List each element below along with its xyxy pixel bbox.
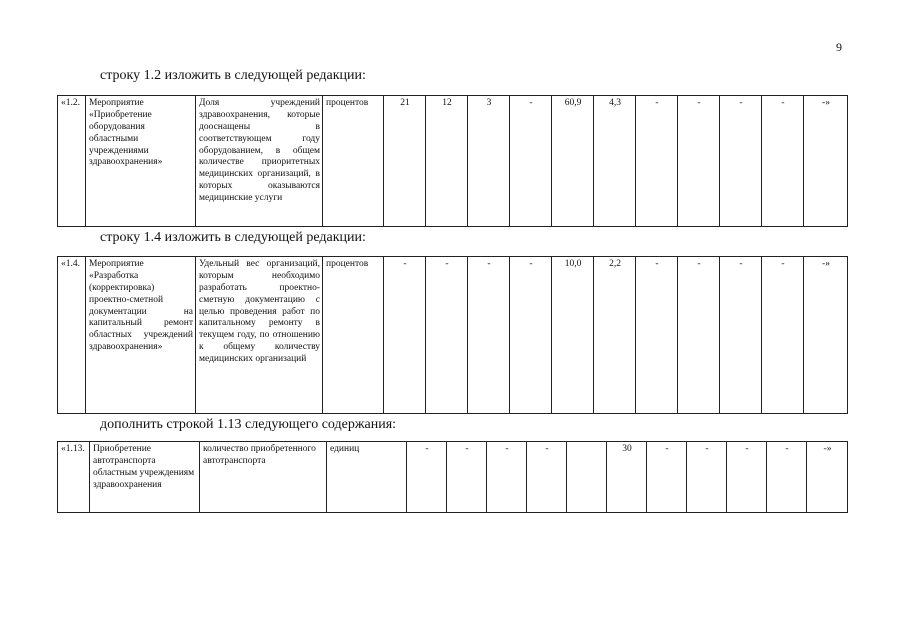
row-indicator: Доля учреждений здравоохранения, которые дооснащены в соответствующем году оборудованием, в общем количестве приоритетных медицинских организаций, в которых оказываются медицинские услуги — [196, 96, 323, 227]
value-cell: 4,3 — [594, 96, 636, 227]
value-cell: - — [510, 257, 552, 414]
value-cell — [567, 442, 607, 513]
value-cell: - — [636, 257, 678, 414]
value-cell: - — [527, 442, 567, 513]
value-cell: 21 — [384, 96, 426, 227]
value-cell: - — [487, 442, 527, 513]
row-code: «1.2. — [58, 96, 86, 227]
value-cell: - — [647, 442, 687, 513]
row-event: Мероприятие «Приобретение оборудования областными учреждениями здравоохранения» — [86, 96, 196, 227]
value-cell: -» — [804, 96, 848, 227]
row-code: «1.13. — [58, 442, 90, 513]
section-heading: дополнить строкой 1.13 следующего содержания: — [100, 417, 397, 432]
row-event: Приобретение автотранспорта областным учреждениям здравоохранения — [90, 442, 200, 513]
row-unit: единиц — [327, 442, 407, 513]
value-cell: - — [447, 442, 487, 513]
value-cell: - — [762, 96, 804, 227]
value-cell: - — [727, 442, 767, 513]
value-cell: - — [510, 96, 552, 227]
value-cell: - — [407, 442, 447, 513]
value-cell: 60,9 — [552, 96, 594, 227]
table-row — [57, 441, 848, 513]
value-cell: - — [767, 442, 807, 513]
value-cell: - — [720, 96, 762, 227]
row-unit: процентов — [323, 257, 384, 414]
value-cell: - — [720, 257, 762, 414]
value-cell: - — [384, 257, 426, 414]
table-row — [57, 95, 848, 227]
value-cell: - — [687, 442, 727, 513]
row-event: Мероприятие «Разработка (корректировка) проектно-сметной документации на капитальный ремонт областных учреждений здравоохранения» — [86, 257, 196, 414]
value-cell: - — [678, 96, 720, 227]
section-heading: строку 1.2 изложить в следующей редакции: — [100, 68, 366, 83]
value-cell: - — [636, 96, 678, 227]
value-cell: 10,0 — [552, 257, 594, 414]
page-number: 9 — [836, 40, 842, 54]
row-unit: процентов — [323, 96, 384, 227]
row-indicator: количество приобретенного автотранспорта — [200, 442, 327, 513]
row-indicator: Удельный вес организаций, которым необходимо разработать проектно-сметную документацию с целью проведения работ по капитальному ремонту в текущем году, по отношению к общему количеству медицинских организаций — [196, 257, 323, 414]
value-cell: -» — [804, 257, 848, 414]
value-cell: - — [426, 257, 468, 414]
value-cell: 2,2 — [594, 257, 636, 414]
value-cell: - — [678, 257, 720, 414]
value-cell: 30 — [607, 442, 647, 513]
row-code: «1.4. — [58, 257, 86, 414]
value-cell: -» — [807, 442, 848, 513]
value-cell: 12 — [426, 96, 468, 227]
value-cell: - — [468, 257, 510, 414]
value-cell: 3 — [468, 96, 510, 227]
table-row — [57, 256, 848, 414]
value-cell: - — [762, 257, 804, 414]
section-heading: строку 1.4 изложить в следующей редакции: — [100, 230, 366, 245]
